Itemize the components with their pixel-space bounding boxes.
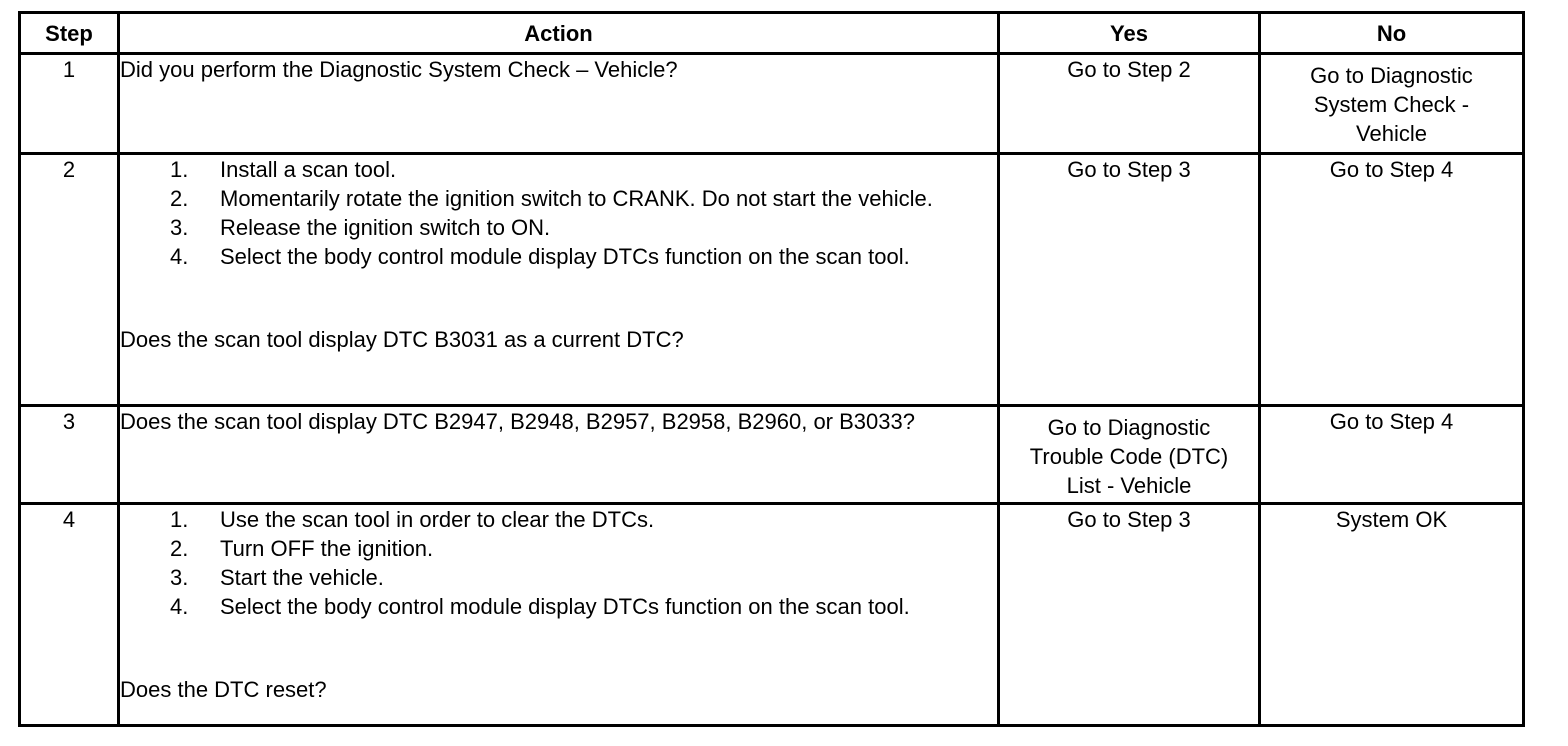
item-number: 4. xyxy=(170,244,189,269)
item-number: 4. xyxy=(170,594,189,619)
yes-cell xyxy=(999,406,1260,504)
no-cell: Go to Step 4 xyxy=(1260,406,1524,504)
yes-line: Go to Diagnostic xyxy=(1047,415,1211,440)
action-cell xyxy=(119,154,999,406)
question-text: Does the scan tool display DTC B3031 as a current DTC? xyxy=(120,327,684,352)
action-cell xyxy=(119,504,999,726)
step-number: 3 xyxy=(20,406,119,504)
no-line: System Check - xyxy=(1313,92,1470,117)
table-row xyxy=(20,504,1524,726)
no-line: Go to Diagnostic xyxy=(1310,63,1473,88)
action-cell xyxy=(119,406,999,504)
yes-line: List - Vehicle xyxy=(1066,473,1192,498)
item-number: 2. xyxy=(170,536,189,561)
table-row xyxy=(20,54,1524,154)
item-text: Select the body control module display DTCs function on the scan tool. xyxy=(220,594,910,619)
yes-cell: Go to Step 2 xyxy=(999,54,1260,154)
diagnostic-table xyxy=(18,11,1525,727)
procedure-item xyxy=(170,563,950,592)
question-text: Did you perform the Diagnostic System Check – Vehicle? xyxy=(120,57,678,82)
yes-cell: Go to Step 3 xyxy=(999,154,1260,406)
procedure-item xyxy=(170,505,950,534)
item-text: Momentarily rotate the ignition switch to CRANK. Do not start the vehicle. xyxy=(220,186,933,211)
table-row xyxy=(20,154,1524,406)
question-text: Does the scan tool display DTC B2947, B2948, B2957, B2958, B2960, or B3033? xyxy=(120,409,915,434)
action-cell xyxy=(119,54,999,154)
header-step: Step xyxy=(20,13,119,54)
table-row xyxy=(20,406,1524,504)
item-number: 1. xyxy=(170,157,189,182)
item-number: 3. xyxy=(170,215,189,240)
item-number: 1. xyxy=(170,507,189,532)
procedure-item xyxy=(170,242,950,271)
procedure-item xyxy=(170,534,950,563)
procedure-list xyxy=(120,155,997,271)
procedure-item xyxy=(170,213,950,242)
procedure-item xyxy=(170,184,950,213)
header-action: Action xyxy=(119,13,999,54)
item-number: 2. xyxy=(170,186,189,211)
procedure-item xyxy=(170,592,950,621)
yes-line: Trouble Code (DTC) xyxy=(1029,444,1229,469)
no-cell xyxy=(1260,54,1524,154)
item-text: Select the body control module display DTCs function on the scan tool. xyxy=(220,244,910,269)
procedure-list xyxy=(120,505,997,621)
step-number: 4 xyxy=(20,504,119,726)
question-text: Does the DTC reset? xyxy=(120,677,327,702)
item-text: Start the vehicle. xyxy=(220,565,384,590)
header-no: No xyxy=(1260,13,1524,54)
step-number: 1 xyxy=(20,54,119,154)
item-text: Release the ignition switch to ON. xyxy=(220,215,551,240)
step-number: 2 xyxy=(20,154,119,406)
no-cell: Go to Step 4 xyxy=(1260,154,1524,406)
no-line: Vehicle xyxy=(1356,121,1427,146)
item-number: 3. xyxy=(170,565,189,590)
item-text: Use the scan tool in order to clear the DTCs. xyxy=(220,507,655,532)
item-text: Install a scan tool. xyxy=(220,157,397,182)
item-text: Turn OFF the ignition. xyxy=(220,536,434,561)
procedure-item xyxy=(170,155,950,184)
yes-cell: Go to Step 3 xyxy=(999,504,1260,726)
header-yes: Yes xyxy=(999,13,1260,54)
header-row xyxy=(20,13,1524,54)
no-cell: System OK xyxy=(1260,504,1524,726)
